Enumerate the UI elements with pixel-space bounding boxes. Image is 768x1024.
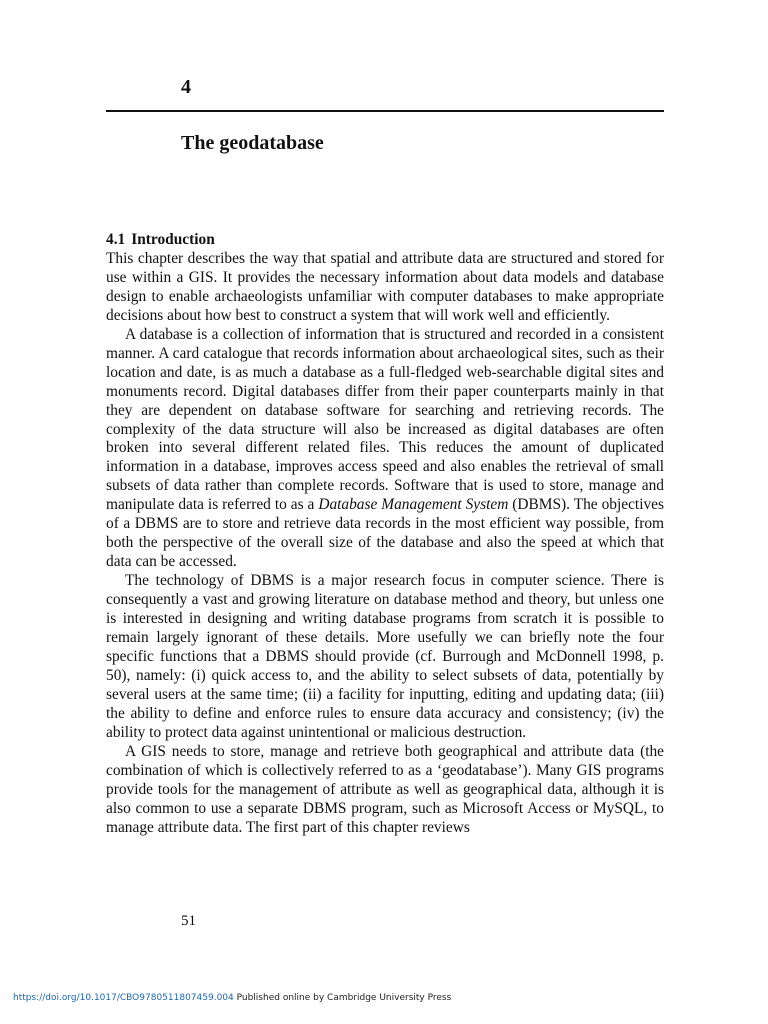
- dbms-term: Database Management System: [318, 496, 509, 514]
- chapter-number: 4: [181, 76, 191, 98]
- paragraph-2-text-before: A database is a collection of information that is structured and recorded in a consistent manner. A card catalogue that records information about archaeological sites, such as their location and date, is as much a database as a full-fledged web-searchable digital sites and monuments record. Digital databases differ from their paper counterparts mainly in that they are dependent on database software for searching and retrieving records. The complexity of the data structure will also be increased as digital databases are often broken into several different related files. This reduces the amount of duplicated information in a database, improves access speed and also enables the retrieval of small subsets of data rather than complete records. Software that is used to store, manage and manipulate data is referred to as a: [106, 325, 664, 514]
- paragraph-4: A GIS needs to store, manage and retrieve both geographical and attribute data (the combination of which is collectively referred to as a ‘geodatabase’). Many GIS programs provide tools for the management of attribute as well as geographical data, although it is also common to use a separate DBMS program, such as Microsoft Access or MySQL, to manage attribute data. The first part of this chapter reviews: [106, 742, 664, 836]
- paragraph-2: [106, 326, 664, 572]
- section-heading: [106, 231, 664, 250]
- footer: [13, 993, 451, 1004]
- chapter-rule: [106, 110, 664, 112]
- paragraph-2-text-after: (DBMS). The objectives of a DBMS are to store and retrieve data records in the most efficient way possible, from both the perspective of the overall size of the database and also the speed at which that data can be accessed.: [106, 496, 664, 571]
- page-number: 51: [181, 913, 196, 929]
- doi-link[interactable]: https://doi.org/10.1017/CBO9780511807459.004: [13, 993, 234, 1003]
- section-title: Introduction: [131, 231, 215, 248]
- chapter-title: The geodatabase: [181, 132, 324, 154]
- publisher-note: Published online by Cambridge University Press: [236, 993, 452, 1003]
- section-number: 4.1: [106, 231, 126, 248]
- paragraph-1: This chapter describes the way that spatial and attribute data are structured and stored for use within a GIS. It provides the necessary information about data models and database design to enable archaeologists unfamiliar with computer databases to make appropriate decisions about how best to construct a system that will work well and efficiently.: [106, 249, 664, 324]
- body-text: [106, 231, 664, 838]
- paragraph-3: The technology of DBMS is a major research focus in computer science. There is consequently a vast and growing literature on database method and theory, but unless one is interested in designing and writing database programs from scratch it is possible to remain largely ignorant of these details. More usefully we can briefly note the four specific functions that a DBMS should provide (cf. Burrough and McDonnell 1998, p. 50), namely: (i) quick access to, and the ability to select subsets of data, potentially by several users at the same time; (ii) a facility for inputting, editing and updating data; (iii) the ability to define and enforce rules to ensure data accuracy and consistency; (iv) the ability to protect data against unintentional or malicious destruction.: [106, 572, 664, 741]
